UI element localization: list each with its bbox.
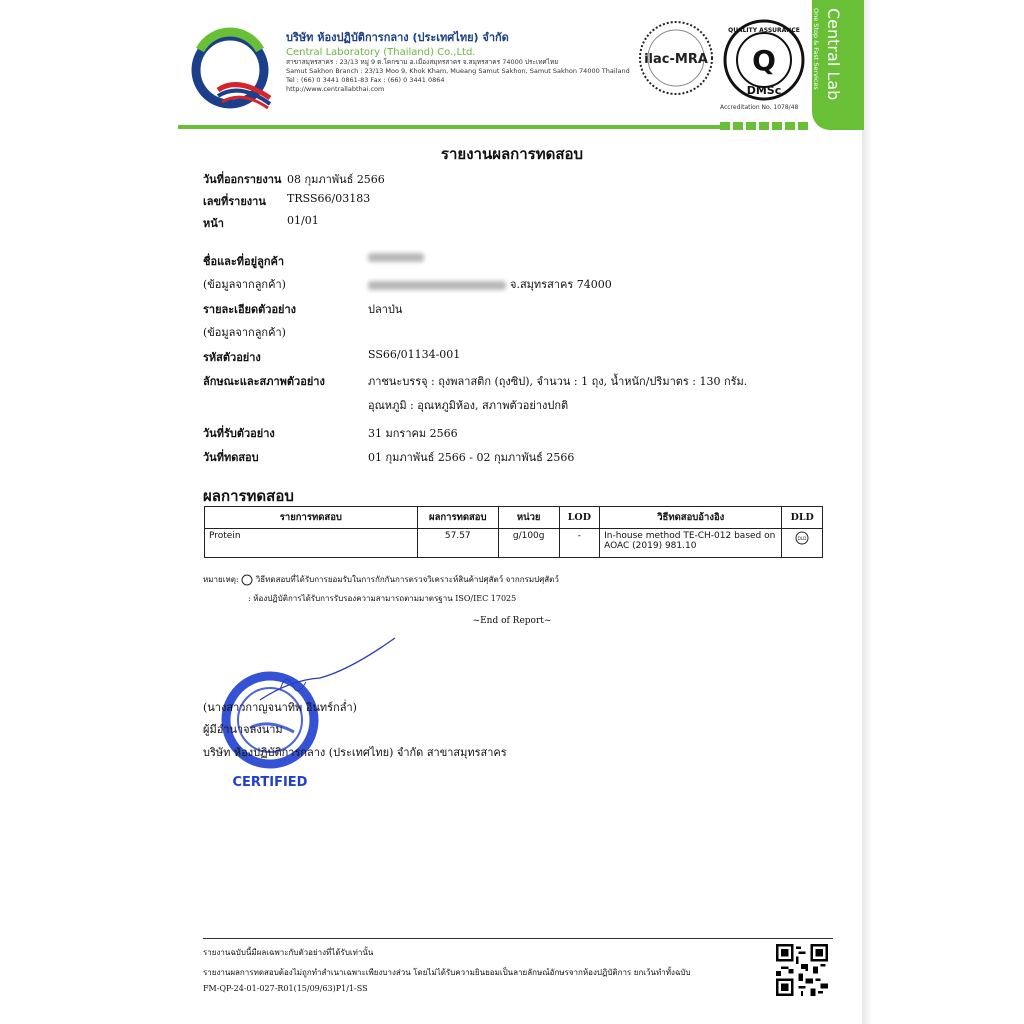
- results-table: [204, 506, 823, 558]
- col-header-result: ผลการทดสอบ: [417, 507, 498, 529]
- page-value: 01/01: [287, 214, 319, 227]
- qa-badge-text: QUALITY ASSURANCE: [728, 27, 800, 34]
- website: http://www.centrallabthai.com: [286, 85, 385, 93]
- signer-name: (นางสาวกาญจนาทิพ อินทร์กล่ำ): [203, 701, 357, 714]
- customer-label: ชื่อและที่อยู่ลูกค้า: [203, 255, 285, 268]
- sample-cond-label: ลักษณะและสภาพตัวอย่าง: [203, 375, 325, 388]
- dmsc-text: DMSc: [746, 84, 782, 97]
- note-text-1: วิธีทดสอบที่ได้รับการยอมรับในการกักกันการตรวจวิเคราะห์สินค้าปศุสัตว์ จากกรมปศุสัตว์: [255, 575, 559, 584]
- sample-cond-line2: อุณหภูมิ : อุณหภูมิห้อง, สภาพตัวอย่างปกติ: [368, 399, 569, 412]
- form-code: FM-QP-24-01-027-R01(15/09/63)P1/1-SS: [203, 984, 368, 993]
- test-date-value: 01 กุมภาพันธ์ 2566 - 02 กุมภาพันธ์ 2566: [368, 451, 575, 464]
- branch-address-th: สาขาสมุทรสาคร : 23/13 หมู่ 9 ต.โคกขาม อ.เมืองสมุทรสาคร จ.สมุทรสาคร 74000 ประเทศไทย: [286, 58, 559, 66]
- signer-company: บริษัท ห้องปฏิบัติการกลาง (ประเทศไทย) จำกัด สาขาสมุทรสาคร: [203, 746, 507, 759]
- company-name-th: บริษัท ห้องปฏิบัติการกลาง (ประเทศไทย) จำกัด: [286, 31, 509, 44]
- customer-address: [368, 275, 612, 293]
- col-header-dld: DLD: [782, 507, 823, 529]
- ilac-mra-badge: [636, 18, 716, 98]
- cell-item: Protein: [205, 529, 418, 558]
- sample-desc-value: ปลาป่น: [368, 303, 403, 316]
- footer-line-2: รายงานผลการทดสอบต้องไม่ถูกทำสำเนาเฉพาะเพียงบางส่วน โดยไม่ได้รับความยินยอมเป็นลายลักษณ์อักษรจากห้องปฏิบัติการ ยกเว้นทำทั้งฉบับ: [203, 968, 691, 977]
- footer-line-1: รายงานฉบับนี้มีผลเฉพาะกับตัวอย่างที่ได้รับเท่านั้น: [203, 948, 374, 957]
- sample-code-label: รหัสตัวอย่าง: [203, 351, 261, 364]
- received-value: 31 มกราคม 2566: [368, 427, 458, 440]
- col-header-method: วิธีทดสอบอ้างอิง: [600, 507, 782, 529]
- dld-icon: [795, 531, 809, 545]
- cell-unit: g/100g: [498, 529, 559, 558]
- dld-note-icon: [241, 574, 253, 586]
- central-lab-q-logo: [178, 20, 278, 120]
- note-line-1: [203, 573, 559, 586]
- company-name-en: Central Laboratory (Thailand) Co.,Ltd.: [286, 47, 476, 58]
- cell-result: 57.57: [417, 529, 498, 558]
- col-header-item: รายการทดสอบ: [205, 507, 418, 529]
- issue-date-value: 08 กุมภาพันธ์ 2566: [287, 173, 385, 186]
- cell-dld: [782, 529, 823, 558]
- accreditation-number: Accreditation No. 1078/48: [720, 104, 799, 111]
- page-label: หน้า: [203, 217, 224, 230]
- results-header-row: [205, 507, 823, 529]
- header-divider-dashes: [720, 122, 810, 130]
- customer-name-redacted: [368, 250, 424, 263]
- results-title: ผลการทดสอบ: [203, 487, 294, 505]
- table-row: [205, 529, 823, 558]
- stamp-certified-text: CERTIFIED: [232, 775, 308, 788]
- report-title: รายงานผลการทดสอบ: [440, 145, 584, 163]
- company-block: [286, 28, 630, 94]
- issue-date-label: วันที่ออกรายงาน: [203, 173, 282, 186]
- sample-code-value: SS66/01134-001: [368, 348, 461, 361]
- footer-divider: [203, 938, 833, 939]
- note-text-2: : ห้องปฏิบัติการได้รับการรับรองความสามารถตามมาตรฐาน ISO/IEC 17025: [248, 594, 517, 603]
- report-no-value: TRSS66/03183: [287, 192, 371, 205]
- test-date-label: วันที่ทดสอบ: [203, 451, 259, 464]
- dld-icon-text: DLD: [798, 536, 807, 541]
- customer-address-tail: จ.สมุทรสาคร 74000: [510, 278, 612, 291]
- central-lab-tab: [812, 0, 864, 130]
- col-header-unit: หน่วย: [498, 507, 559, 529]
- phone-fax: Tel : (66) 0 3441 0861-83 Fax : (66) 0 3441 0864: [286, 76, 445, 84]
- ilac-text: ilac-MRA: [644, 52, 708, 67]
- signer-role: ผู้มีอำนาจลงนาม: [203, 723, 283, 736]
- received-label: วันที่รับตัวอย่าง: [203, 427, 275, 440]
- col-header-lod: LOD: [559, 507, 600, 529]
- note-label: หมายเหตุ:: [203, 575, 239, 584]
- quality-assurance-badge: [722, 18, 806, 102]
- qa-letter: Q: [752, 44, 776, 77]
- qr-code: [776, 944, 828, 996]
- cell-method: In-house method TE-CH-012 based on AOAC (2019) 981.10: [600, 529, 782, 558]
- tab-title: Central Lab: [824, 8, 843, 101]
- customer-source: (ข้อมูลจากลูกค้า): [203, 278, 286, 291]
- end-of-report: ~End of Report~: [472, 616, 552, 626]
- sample-desc-source: (ข้อมูลจากลูกค้า): [203, 326, 286, 339]
- sample-cond-line1: ภาชนะบรรจุ : ถุงพลาสติก (ถุงซิป), จำนวน : 1 ถุง, น้ำหนัก/ปริมาตร : 130 กรัม.: [368, 375, 748, 388]
- branch-address-en: Samut Sakhon Branch : 23/13 Moo 9, Khok Kham, Mueang Samut Sakhon, Samut Sakhon 74000 Thailand: [286, 67, 630, 75]
- tab-subtitle: One Stop & Fast Services: [812, 8, 820, 90]
- sample-desc-label: รายละเอียดตัวอย่าง: [203, 303, 297, 316]
- report-no-label: เลขที่รายงาน: [203, 195, 266, 208]
- cell-lod: -: [559, 529, 600, 558]
- header-divider: [178, 125, 798, 129]
